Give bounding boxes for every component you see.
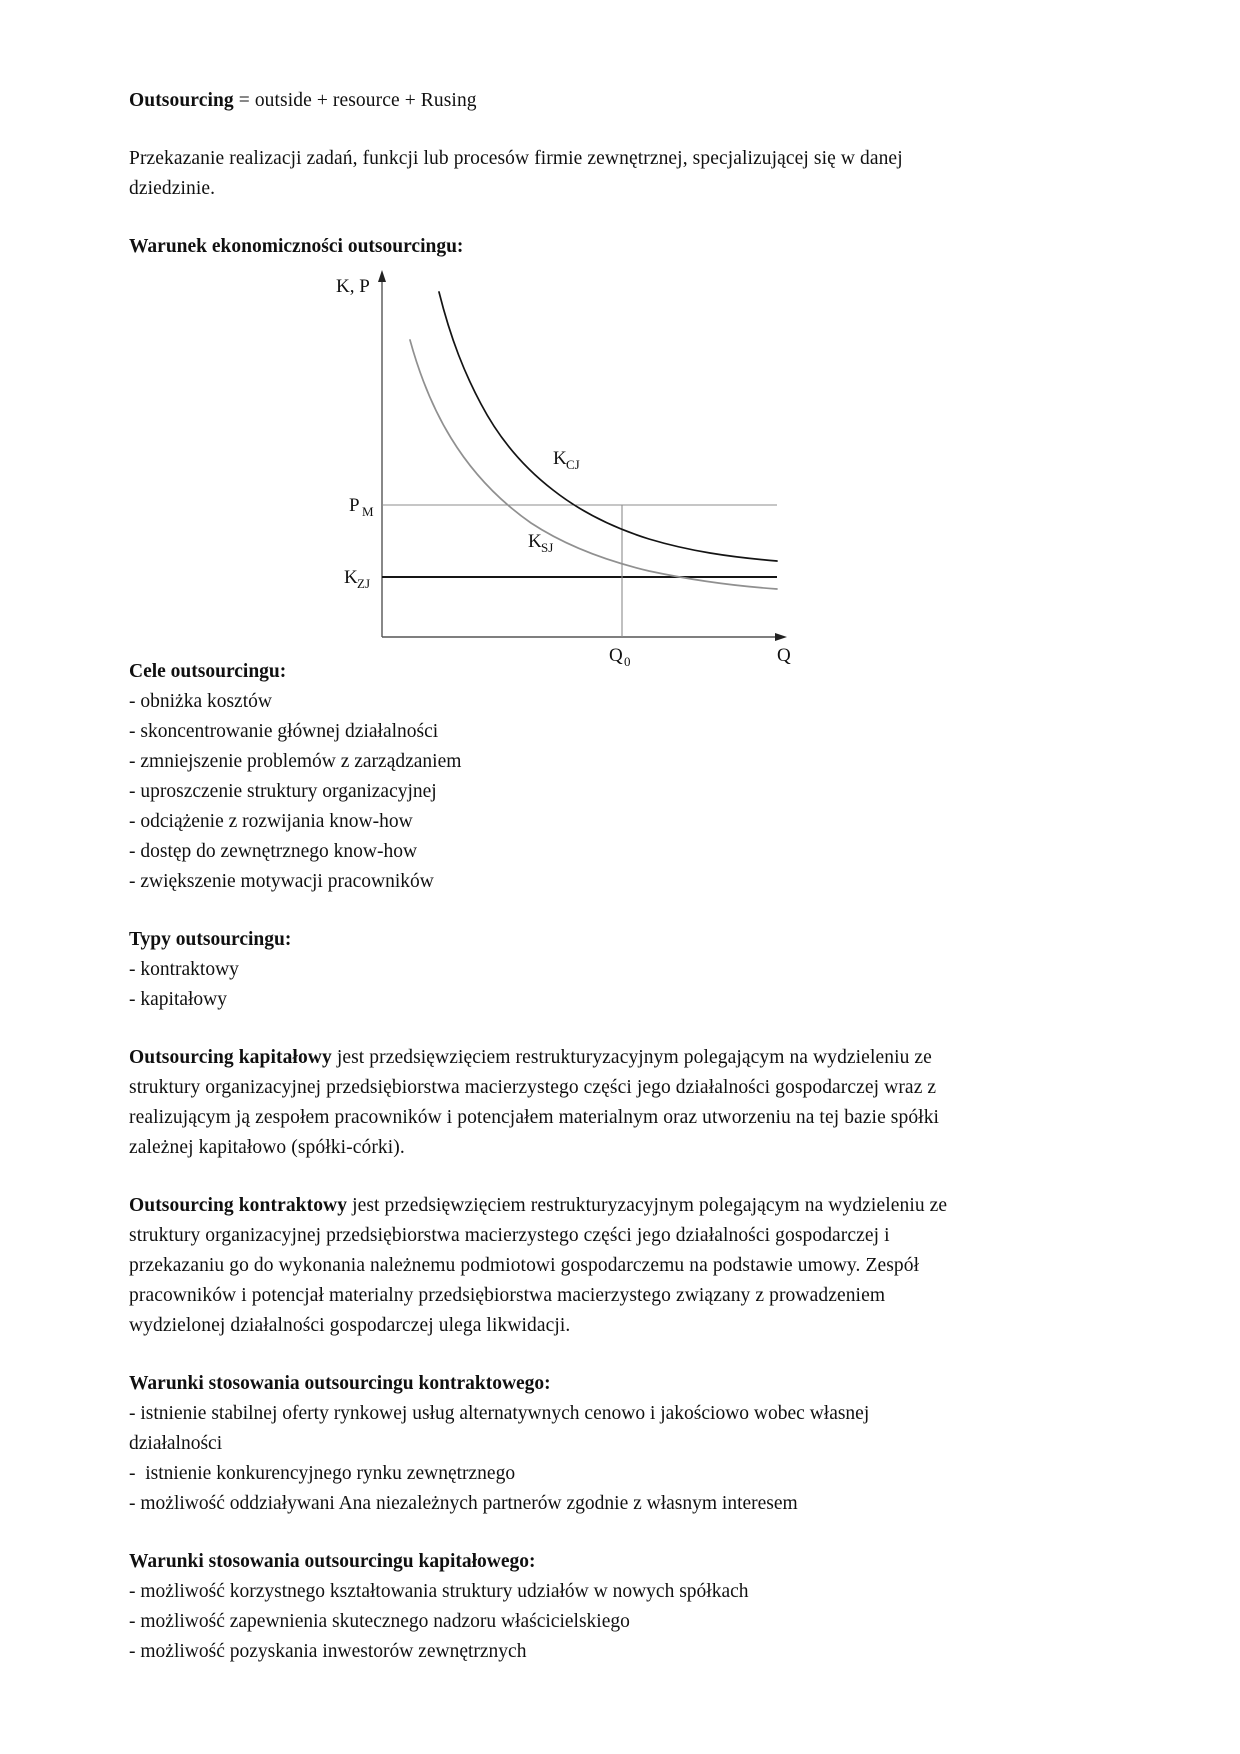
list-item: - odciążenie z rozwijania know-how [129,811,413,832]
types-list [129,955,959,1015]
economic-condition-chart [129,262,959,669]
list-item: - zwiększenie motywacji pracowników [129,871,434,892]
title-line [129,86,959,116]
condition-heading: Warunek ekonomiczności outsourcingu: [129,236,464,257]
document-content [129,86,959,1667]
capital-conditions-list [129,1577,959,1667]
spacer [129,1015,959,1043]
contract-outsourcing-term: Outsourcing kontraktowy [129,1195,348,1216]
goals-heading: Cele outsourcingu: [129,661,287,682]
goals-list [129,687,959,897]
list-item: - kapitałowy [129,989,228,1010]
list-item: - zmniejszenie problemów z zarządzaniem [129,751,462,772]
svg-text:K: K [344,567,358,588]
list-item: - możliwość korzystnego kształtowania struktury udziałów w nowych spółkach [129,1581,749,1602]
svg-text:SJ: SJ [541,540,554,555]
contract-outsourcing-paragraph [129,1191,959,1341]
spacer [129,116,959,144]
contract-conditions-heading: Warunki stosowania outsourcingu kontraktowego: [129,1373,551,1394]
svg-text:CJ: CJ [566,457,580,472]
chart-axes [378,270,787,641]
x-axis-label: Q [777,645,791,666]
chart-svg [129,262,959,669]
capital-outsourcing-paragraph [129,1043,959,1163]
svg-text:M: M [362,504,374,519]
list-item: - dostęp do zewnętrznego know-how [129,841,418,862]
list-item: - uproszczenie struktury organizacyjnej [129,781,437,802]
y-axis-label: K, P [336,276,370,297]
kcj-curve-label [553,448,580,472]
spacer [129,1341,959,1369]
contract-conditions-list [129,1399,959,1519]
svg-text:P: P [349,495,360,516]
title-rest: = outside + resource + Rusing [233,90,477,111]
contract-outsourcing-text: jest przedsięwzięciem restrukturyzacyjnym polegającym na wydzieleniu ze struktury organizacyjnej przedsiębiorstwa macierzystego części jego działalności gospodarczej i przekazaniu go do wykonania należnemu podmiotowi gospodarczemu na podstawie umowy. Zespół pracowników i potencjał materialny przedsiębiorstwa macierzystego związany z prowadzeniem wydzielonej działalności gospodarczej ulega likwidacji. [129,1195,948,1336]
spacer [129,204,959,232]
list-item: - istnienie stabilnej oferty rynkowej usług alternatywnych cenowo i jakościowo wobec własnej działalności [129,1403,870,1454]
list-item: - możliwość zapewnienia skutecznego nadzoru właścicielskiego [129,1611,630,1632]
kzj-tick-label [344,567,370,591]
svg-text:K: K [553,448,567,469]
capital-conditions-heading: Warunki stosowania outsourcingu kapitałowego: [129,1551,536,1572]
q0-tick-label [609,645,631,669]
kcj-curve [439,292,777,561]
svg-text:Q: Q [609,645,623,666]
definition-paragraph: Przekazanie realizacji zadań, funkcji lub procesów firmie zewnętrznej, specjalizującej się w danej dziedzinie. [129,148,903,199]
spacer [129,1519,959,1547]
list-item: - możliwość pozyskania inwestorów zewnętrznych [129,1641,527,1662]
pm-tick-label [349,495,374,519]
list-item: - obniżka kosztów [129,691,272,712]
capital-outsourcing-text: jest przedsięwzięciem restrukturyzacyjnym polegającym na wydzieleniu ze struktury organizacyjnej przedsiębiorstwa macierzystego części jego działalności gospodarczej wraz z realizującym ją zespołem pracowników i potencjałem materialnym oraz utworzeniu na tej bazie spółki zależnej kapitałowo (spółki-córki). [129,1047,940,1158]
list-item: - kontraktowy [129,959,239,980]
list-item: - możliwość oddziaływani Ana niezależnych partnerów zgodnie z własnym interesem [129,1493,798,1514]
list-item: - skoncentrowanie głównej działalności [129,721,439,742]
svg-text:K: K [528,531,542,552]
spacer [129,897,959,925]
capital-outsourcing-term: Outsourcing kapitałowy [129,1047,332,1068]
list-item: - istnienie konkurencyjnego rynku zewnętrznego [129,1463,516,1484]
ksj-curve [410,340,777,589]
title-term: Outsourcing [129,90,234,111]
svg-text:ZJ: ZJ [357,576,370,591]
spacer [129,1163,959,1191]
svg-text:0: 0 [624,654,631,669]
types-heading: Typy outsourcingu: [129,929,292,950]
